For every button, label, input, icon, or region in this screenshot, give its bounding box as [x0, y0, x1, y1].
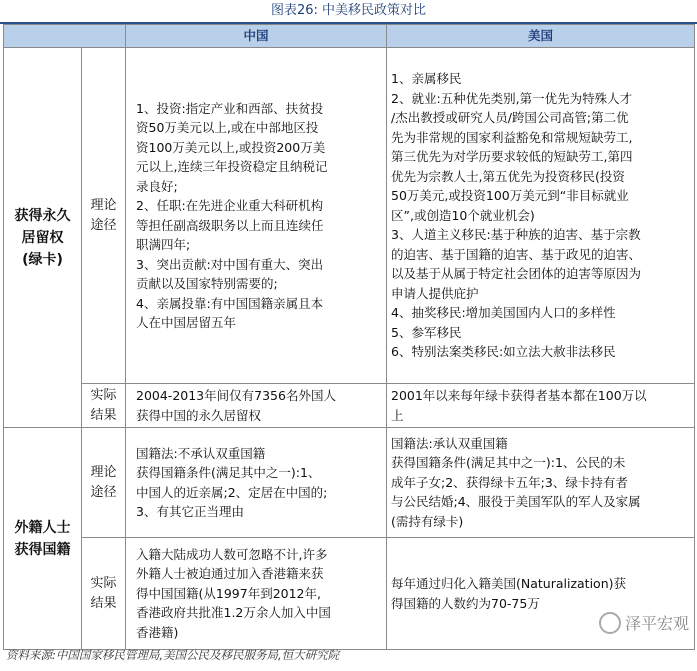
text-line: 与公民结婚;4、服役于美国军队的军人及家属	[391, 494, 641, 510]
sublabel-line: 途径	[90, 217, 117, 233]
category-line: 外籍人士	[14, 519, 71, 536]
text-line: 3、人道主义移民:基于种族的迫害、基于宗教	[391, 227, 641, 243]
text-line: 6、特别法案类移民:如立法大赦非法移民	[391, 344, 616, 360]
text-line: 1、投资:指定产业和西部、扶贫投	[136, 100, 324, 116]
text-line: 获得中国的永久居留权	[136, 407, 262, 423]
text-line: 国籍法:承认双重国籍	[391, 435, 508, 451]
text-line: 优先为宗教人士,第五优先为投资移民(投资	[391, 168, 625, 184]
text-line: 区”,或创造10个就业机会)	[391, 207, 535, 223]
sublabel-result	[82, 538, 126, 650]
cn-residence-result	[126, 384, 387, 428]
sublabel-line: 途径	[90, 484, 117, 500]
text-line: 3、突出贡献:对中国有重大、突出	[136, 256, 324, 272]
text-line: 每年通过归化入籍美国(Naturalization)获	[391, 576, 626, 591]
cn-residence-theory	[126, 48, 387, 384]
header-china: 中国	[126, 25, 387, 48]
text-line: 录良好;	[136, 178, 178, 194]
figure-title: 图表26: 中美移民政策对比	[270, 3, 427, 18]
watermark-text: 泽平宏观	[624, 614, 689, 633]
sublabel-theory	[82, 48, 126, 384]
sublabel-line: 实际	[90, 387, 117, 403]
text-line: (需持有绿卡)	[391, 513, 464, 529]
text-line: 2004-2013年间仅有7356名外国人	[136, 388, 336, 403]
text-line: 入籍大陆成功人数可忽略不计,许多	[136, 546, 328, 562]
text-line: 上	[391, 407, 404, 423]
watermark	[599, 611, 689, 634]
text-line: 等担任副高级职务以上而且连续任	[136, 217, 324, 233]
text-line: 人在中国居留五年	[136, 315, 237, 330]
text-line: 以及基于从属于特定社会团体的迫害等原因为	[391, 266, 642, 282]
text-line: 贡献以及国家特别需要的;	[136, 276, 278, 291]
category-line: (绿卡)	[22, 251, 63, 268]
sublabel-line: 结果	[90, 595, 117, 611]
text-line: 职满四年;	[136, 237, 191, 252]
text-line: 资100万美元以上,或投资200万美	[136, 139, 326, 155]
text-line: /杰出教授或研究人员/跨国公司高管;第二优	[391, 110, 629, 126]
sublabel-line: 实际	[90, 575, 117, 591]
sublabel-line: 理论	[90, 197, 117, 213]
text-line: 得中国国籍(从1997年到2012年,	[136, 585, 321, 601]
cn-citizenship-theory	[126, 428, 387, 538]
text-line: 4、抽奖移民:增加美国国内人口的多样性	[391, 305, 616, 321]
us-citizenship-theory	[387, 428, 695, 538]
text-line: 香港政府共批准1.2万余人加入中国	[136, 605, 331, 621]
text-line: 成年子女;2、获得绿卡五年;3、绿卡持有者	[391, 474, 628, 490]
category-citizenship	[4, 428, 82, 650]
text-line: 国籍法:不承认双重国籍	[136, 445, 266, 461]
text-line: 2、任职:在先进企业重大科研机构	[136, 198, 324, 213]
category-permanent-residence	[4, 48, 82, 428]
text-line: 5、参军移民	[391, 324, 462, 340]
text-line: 第三优先为对学历要求较低的短缺劳工,第四	[391, 149, 633, 165]
source-note: 资料来源:中国国家移民管理局,美国公民及移民服务局,恒大研究院	[6, 648, 340, 662]
text-line: 2、就业:五种优先类别,第一优先为特殊人才	[391, 90, 633, 106]
cn-citizenship-result	[126, 538, 387, 650]
category-line: 居留权	[21, 229, 64, 246]
sublabel-line: 结果	[90, 407, 117, 423]
text-line: 4、亲属投靠:有中国国籍亲属且本	[136, 295, 324, 311]
table-header-row	[4, 25, 695, 48]
table-row	[4, 538, 695, 650]
text-line: 外籍人士被迫通过加入香港籍来获	[136, 566, 324, 582]
text-line: 得国籍的人数约为70-75万	[391, 595, 540, 611]
sublabel-line: 理论	[90, 464, 117, 480]
header-empty-cell	[4, 25, 126, 48]
text-line: 获得国籍条件(满足其中之一):1、	[136, 465, 321, 480]
text-line: 元以上,连续三年投资稳定且纳税记	[136, 159, 328, 174]
sublabel-theory	[82, 428, 126, 538]
text-line: 的迫害、基于国籍的迫害、基于政见的迫害、	[391, 246, 642, 262]
text-line: 资50万美元以上,或在中部地区投	[136, 120, 319, 135]
sublabel-result	[82, 384, 126, 428]
category-line: 获得永久	[14, 207, 71, 224]
text-line: 1、亲属移民	[391, 71, 462, 87]
wechat-icon	[599, 612, 621, 634]
policy-comparison-table	[3, 24, 695, 650]
category-line: 获得国籍	[14, 541, 71, 558]
text-line: 50万美元,或投资100万美元到“非目标就业	[391, 188, 629, 204]
table-row	[4, 384, 695, 428]
text-line: 获得国籍条件(满足其中之一):1、公民的未	[391, 455, 626, 471]
table-row	[4, 48, 695, 384]
text-line: 2001年以来每年绿卡获得者基本都在100万以	[391, 388, 647, 403]
text-line: 申请人提供庇护	[391, 285, 479, 301]
header-usa: 美国	[387, 25, 695, 48]
text-line: 3、有其它正当理由	[136, 504, 244, 519]
us-residence-theory	[387, 48, 695, 384]
table-row	[4, 428, 695, 538]
text-line: 先为非常规的国家利益豁免和常规短缺劳工,	[391, 129, 633, 145]
text-line: 中国人的近亲属;2、定居在中国的;	[136, 484, 328, 500]
us-residence-result	[387, 384, 695, 428]
text-line: 香港籍)	[136, 624, 179, 640]
